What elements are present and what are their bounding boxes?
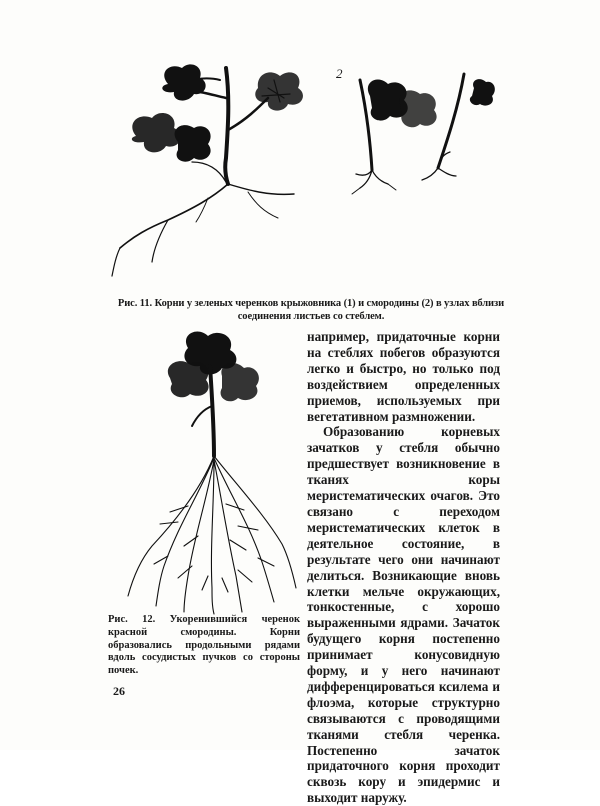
- body-text-column: [307, 329, 500, 806]
- gooseberry-cutting-drawing: [112, 64, 303, 276]
- currant-cutting-drawing: [352, 74, 495, 194]
- body-paragraph-2: Образованию корневых зачатков у стебля обычно предшествует возникновение в тканях коры меристематических очагов. Это связано с переходом меристематических клеток в деятельное состояние, в результате чего они начинают делиться. Возникающие вновь клетки мельче окружающих, тонкостенные, с хорошо выраженными ядрами. Зачаток будущего корня постепенно принимает конусовидную форму, и у него начинают дифференцироваться ксилема и флоэма, которые структурно связываются с проводящими тканями стебля черенка. Постепенно зачаток придаточного корня проходит сквозь кору и эпидермис и выходит наружу.: [307, 424, 500, 806]
- figure-11-caption: [112, 297, 510, 323]
- figure-12-caption-text: Укоренившийся черенок красной смородины. Корни образовались продольными рядами вдоль сосудистых пучков со стороны почек.: [108, 614, 301, 677]
- figure-11-caption-text: Корни у зеленых черенков крыжовника (1) и смородины (2) в узлах вблизи соединения листьев со стеблем.: [154, 298, 505, 322]
- figure-12-caption-number: Рис. 12.: [108, 614, 156, 625]
- figure-11-panel-label: 2: [336, 66, 343, 81]
- red-currant-cutting-drawing: [128, 332, 296, 614]
- figure-12-caption: [108, 614, 300, 678]
- figure-12-illustration: [118, 326, 300, 618]
- page-number: 26: [113, 684, 125, 698]
- figure-11-caption-number: Рис. 11.: [117, 298, 153, 309]
- body-paragraph-1: например, придаточные корни на стеблях побегов образуются легко и быстро, но только под воздействием определенных приемов, используемых при вегетативном размножении.: [307, 329, 500, 424]
- figure-11-illustration: [108, 58, 508, 290]
